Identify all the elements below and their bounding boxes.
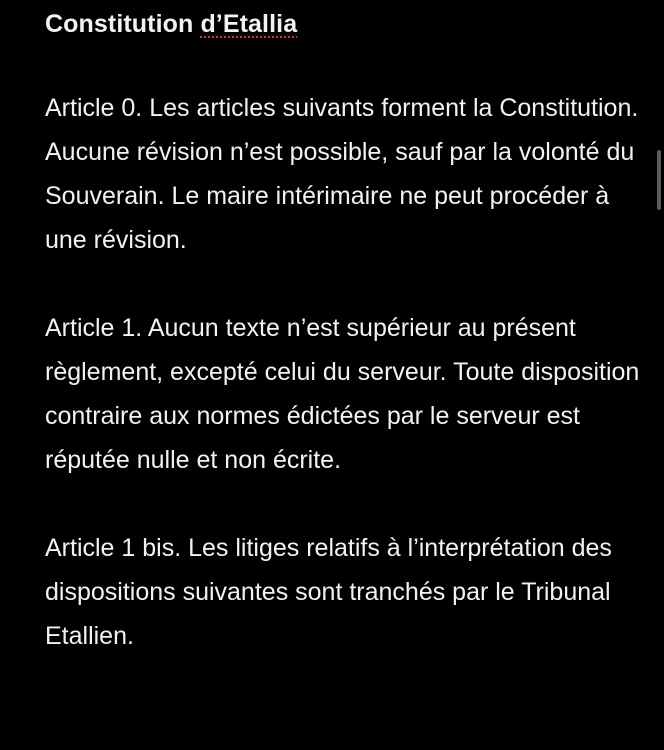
spellcheck-flagged-word[interactable]: d’Etallia [200,10,298,38]
blank-line [45,262,645,306]
note-body[interactable] [45,86,645,658]
note-editor[interactable] [45,6,645,658]
blank-line [45,482,645,526]
note-title-prefix: Constitution [45,10,201,38]
article-1-bis: Article 1 bis. Les litiges relatifs à l’interprétation des dispositions suivantes sont tranchés par le Tribunal Etallien. [45,534,612,650]
vertical-scrollbar[interactable] [657,150,661,210]
article-0: Article 0. Les articles suivants forment la Constitution. Aucune révision n’est possible, sauf par la volonté du Souverain. Le maire intérimaire ne peut procéder à une révision. [45,94,639,254]
article-1: Article 1. Aucun texte n’est supérieur au présent règlement, excepté celui du serveur. Toute disposition contraire aux normes édictées par le serveur est réputée nulle et non écrite. [45,314,640,474]
note-title[interactable] [45,6,645,42]
blank-line [45,42,645,86]
